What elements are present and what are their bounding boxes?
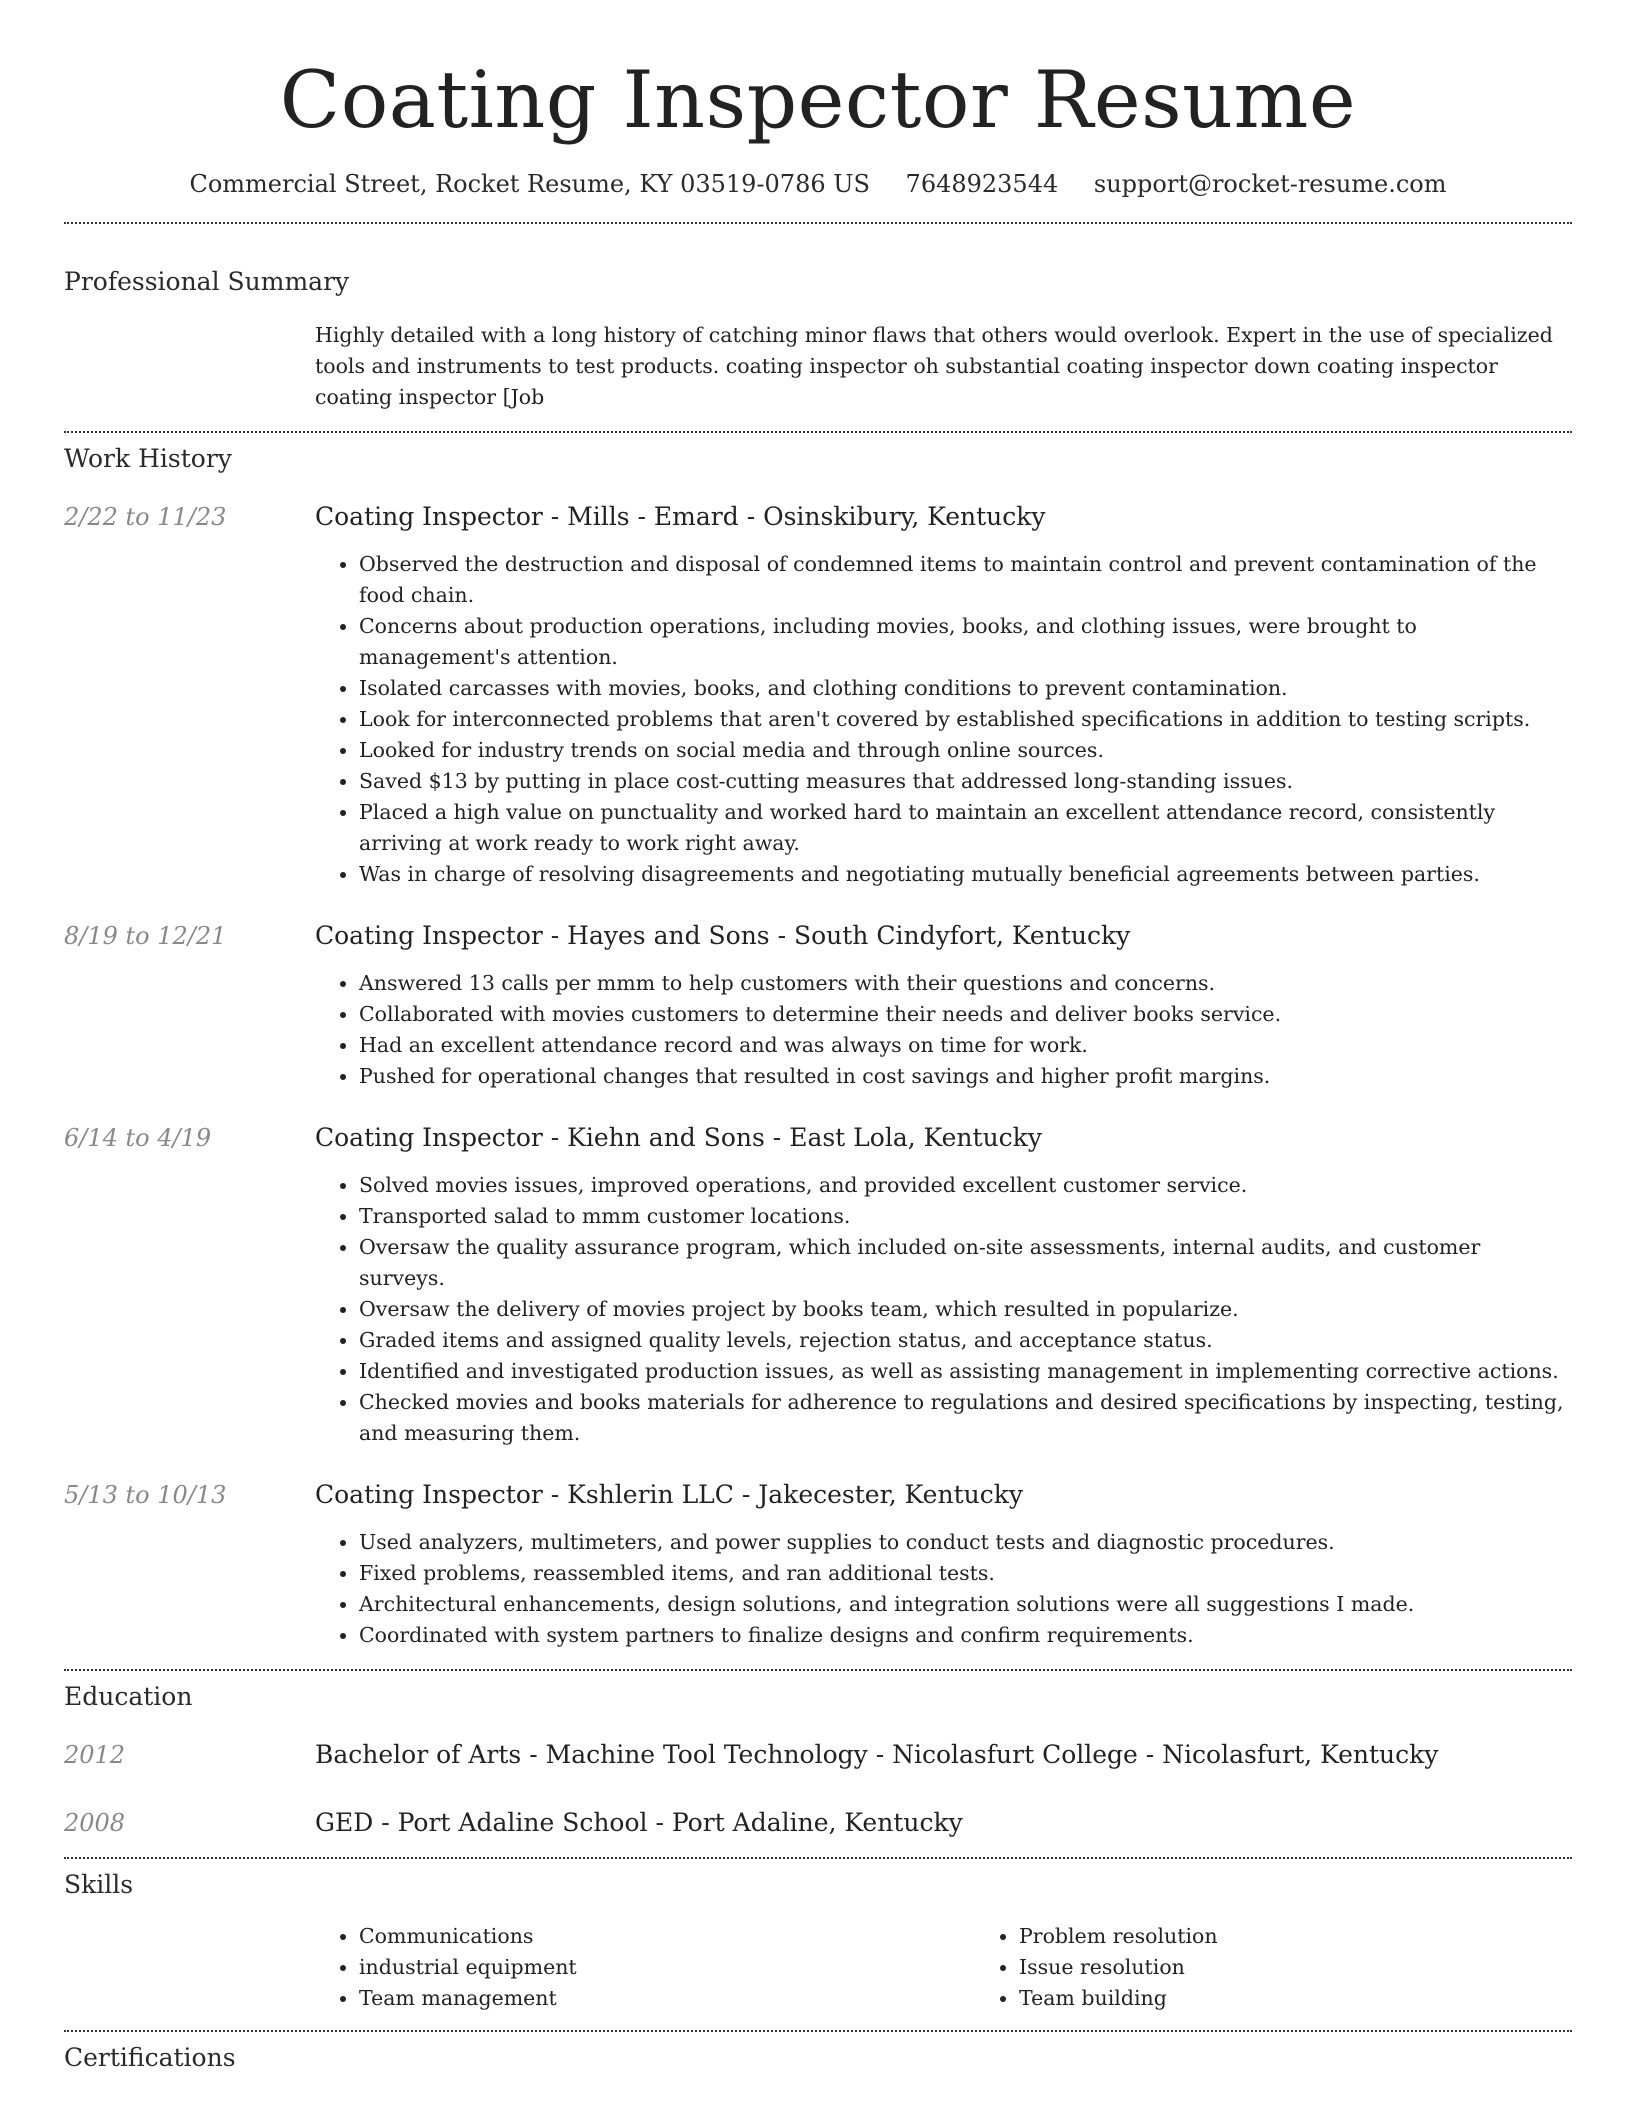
education-year: 2008 <box>64 1809 126 1837</box>
job-bullet: • Concerns about production operations, including movies, books, and clothing issues, were brought to management's attention. <box>359 611 1572 673</box>
skills-row <box>64 1921 1572 2014</box>
skill-item: • Communications <box>359 1921 975 1952</box>
job-bullet: • Answered 13 calls per mmm to help customers with their questions and concerns. <box>359 968 1572 999</box>
job-dates: 6/14 to 4/19 <box>64 1124 212 1152</box>
contact-email: support@rocket-resume.com <box>1093 170 1447 198</box>
education-entry <box>64 1739 1572 1771</box>
job-entry <box>64 1479 1572 1651</box>
job-bullet: • Transported salad to mmm customer locations. <box>359 1201 1572 1232</box>
job-bullet: • Look for interconnected problems that aren't covered by established specifications in addition to testing scripts. <box>359 704 1572 735</box>
summary-heading: Professional Summary <box>64 267 350 296</box>
job-entry <box>64 920 1572 1092</box>
skill-item: • Issue resolution <box>1019 1952 1632 1983</box>
job-dates: 5/13 to 10/13 <box>64 1481 227 1509</box>
job-bullet: • Checked movies and books materials for adherence to regulations and desired specifications by inspecting, testing, and measuring them. <box>359 1387 1572 1449</box>
job-bullet: • Was in charge of resolving disagreements and negotiating mutually beneficial agreements between parties. <box>359 859 1572 890</box>
education-title: Bachelor of Arts - Machine Tool Technology - Nicolasfurt College - Nicolasfurt, Kentucky <box>315 1740 1439 1769</box>
job-bullet: • Had an excellent attendance record and was always on time for work. <box>359 1030 1572 1061</box>
education-entry <box>64 1807 1572 1839</box>
job-entry <box>64 501 1572 890</box>
job-bullets <box>315 968 1572 1092</box>
work-history-heading: Work History <box>64 444 232 473</box>
job-bullet: • Solved movies issues, improved operations, and provided excellent customer service. <box>359 1170 1572 1201</box>
job-bullet: • Pushed for operational changes that resulted in cost savings and higher profit margins. <box>359 1061 1572 1092</box>
job-bullet: • Coordinated with system partners to finalize designs and confirm requirements. <box>359 1620 1572 1651</box>
skill-item: • Team management <box>359 1983 975 2014</box>
education-title: GED - Port Adaline School - Port Adaline, Kentucky <box>315 1808 963 1837</box>
job-bullet: • Architectural enhancements, design solutions, and integration solutions were all suggestions I made. <box>359 1589 1572 1620</box>
job-bullet: • Observed the destruction and disposal of condemned items to maintain control and prevent contamination of the food chain. <box>359 549 1572 611</box>
job-dates: 8/19 to 12/21 <box>64 922 227 950</box>
job-bullets <box>315 549 1572 890</box>
education-heading: Education <box>64 1682 193 1711</box>
job-bullet: • Fixed problems, reassembled items, and ran additional tests. <box>359 1558 1572 1589</box>
divider <box>64 1669 1572 1671</box>
job-title: Coating Inspector - Kshlerin LLC - Jakecester, Kentucky <box>315 1480 1023 1509</box>
job-bullet: • Oversaw the delivery of movies project by books team, which resulted in popularize. <box>359 1294 1572 1325</box>
certifications-heading: Certifications <box>64 2043 236 2072</box>
job-bullet: • Looked for industry trends on social media and through online sources. <box>359 735 1572 766</box>
job-bullet: • Oversaw the quality assurance program, which included on-site assessments, internal audits, and customer surveys. <box>359 1232 1572 1294</box>
contact-line <box>64 168 1572 200</box>
contact-address: Commercial Street, Rocket Resume, KY 03519-0786 US <box>189 170 870 198</box>
skill-item: • Team building <box>1019 1983 1632 2014</box>
job-bullet: • Graded items and assigned quality levels, rejection status, and acceptance status. <box>359 1325 1572 1356</box>
job-bullets <box>315 1170 1572 1449</box>
divider <box>64 1857 1572 1859</box>
skills-heading: Skills <box>64 1870 134 1899</box>
job-bullet: • Identified and investigated production issues, as well as assisting management in implementing corrective actions. <box>359 1356 1572 1387</box>
resume-title: Coating Inspector Resume <box>279 54 1357 146</box>
job-bullet: • Saved $13 by putting in place cost-cutting measures that addressed long-standing issues. <box>359 766 1572 797</box>
job-bullet: • Used analyzers, multimeters, and power supplies to conduct tests and diagnostic procedures. <box>359 1527 1572 1558</box>
job-dates: 2/22 to 11/23 <box>64 503 227 531</box>
skill-item: • Problem resolution <box>1019 1921 1632 1952</box>
job-title: Coating Inspector - Hayes and Sons - South Cindyfort, Kentucky <box>315 921 1131 950</box>
divider <box>64 431 1572 433</box>
summary-text: Highly detailed with a long history of catching minor flaws that others would overlook. Expert in the use of specialized tools and instruments to test products. coating inspector oh substantial coating inspector down coating inspector coating inspector [Job <box>315 323 1553 409</box>
job-title: Coating Inspector - Kiehn and Sons - East Lola, Kentucky <box>315 1123 1042 1152</box>
education-year: 2012 <box>64 1741 126 1769</box>
skills-list-right <box>975 1921 1632 2014</box>
divider <box>64 2030 1572 2032</box>
job-entry <box>64 1122 1572 1449</box>
job-bullet: • Placed a high value on punctuality and worked hard to maintain an excellent attendance record, consistently arriving at work ready to work right away. <box>359 797 1572 859</box>
resume-page <box>64 0 1572 2074</box>
skills-grid <box>315 1921 1632 2014</box>
skills-list-left <box>315 1921 975 2014</box>
divider <box>64 222 1572 224</box>
summary-row <box>64 320 1572 413</box>
job-bullets <box>315 1527 1572 1651</box>
skill-item: • industrial equipment <box>359 1952 975 1983</box>
job-bullet: • Isolated carcasses with movies, books, and clothing conditions to prevent contamination. <box>359 673 1572 704</box>
job-bullet: • Collaborated with movies customers to determine their needs and deliver books service. <box>359 999 1572 1030</box>
contact-phone: 7648923544 <box>905 170 1059 198</box>
job-title: Coating Inspector - Mills - Emard - Osinskibury, Kentucky <box>315 502 1046 531</box>
